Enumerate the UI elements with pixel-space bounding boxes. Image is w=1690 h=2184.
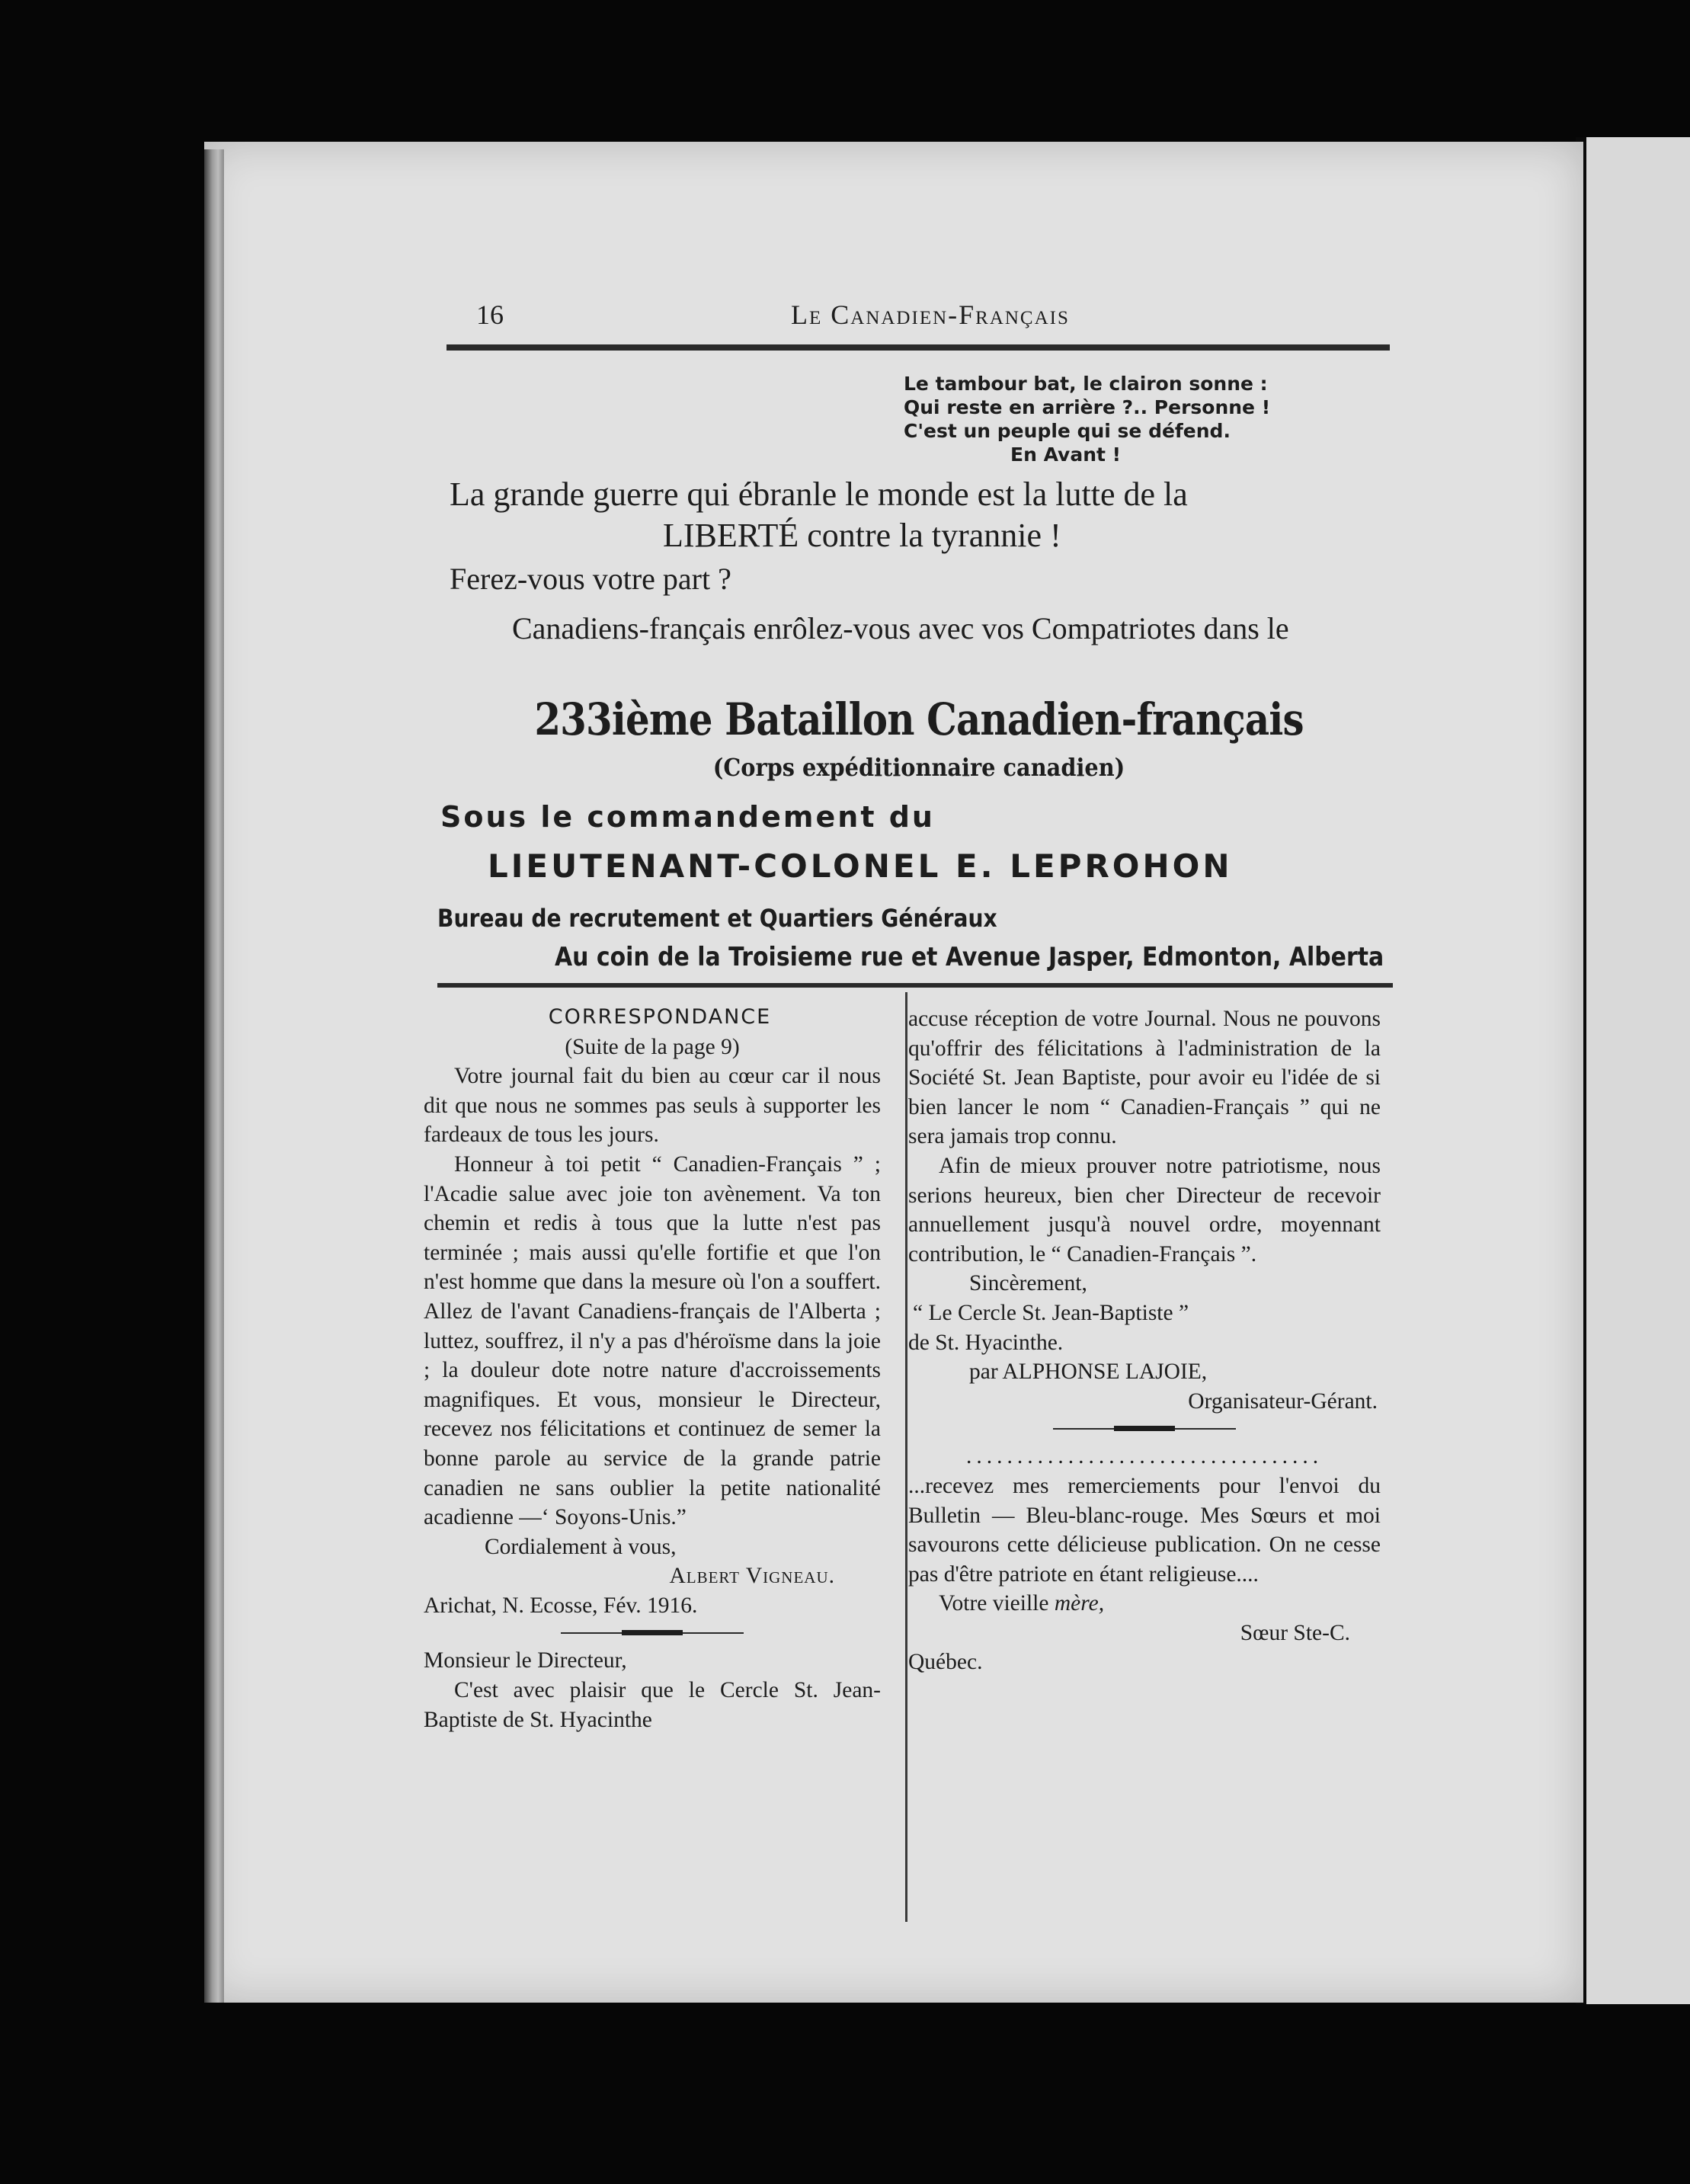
letter-salutation: Monsieur le Directeur, — [424, 1648, 627, 1673]
letter-paragraph: Afin de mieux prouver notre patriotisme, nous serions heureux, bien cher Directeur de recevoir annuellement jusqu'à nouvel ordre, moyennant contribution, le “ Canadien-Français ”. — [908, 1153, 1381, 1267]
letter-paragraph: C'est avec plaisir que le Cercle St. Jean-Baptiste de St. Hyacinthe — [424, 1678, 881, 1732]
separator — [561, 1629, 744, 1637]
letter-closing — [908, 1589, 1381, 1619]
corps-subtitle: (Corps expéditionnaire canadien) — [712, 753, 1125, 782]
letter-place: Québec. — [908, 1650, 983, 1675]
appeal-statement — [450, 474, 1394, 556]
poem-line: En Avant ! — [1010, 444, 1122, 466]
column-divider — [905, 992, 907, 1922]
appeal-line-2: LIBERTÉ contre la tyrannie ! — [663, 517, 1061, 554]
letter-closing: Cordialement à vous, — [485, 1534, 677, 1559]
signer-role: Organisateur-Gérant. — [1188, 1388, 1378, 1414]
appeal-call: Canadiens-français enrôlez-vous avec vos Compatriotes dans le — [512, 611, 1289, 645]
bureau-address: Au coin de la Troisieme rue et Avenue Jasper, Edmonton, Alberta — [555, 942, 1384, 972]
right-column — [908, 1004, 1381, 1677]
appeal-question: Ferez-vous votre part ? — [450, 562, 731, 596]
sender-line: “ Le Cercle St. Jean-Baptiste ” — [913, 1300, 1189, 1325]
letter-paragraph: Honneur à toi petit “ Canadien-Français ” ; l'Acadie salue avec joie ton avènement. Va ton chemin et redis à tous que la lutte n'est pas terminée ; mais aussi qu'elle fortifie et que l'on n'est homme que dans la mesure où l'on a souffert. Allez de l'avant Canadiens-français de l'Alberta ; luttez, souffrez, il n'y a pas d'héroïsme dans la joie ; la douleur dote notre nature d'accroissements magnifiques. Et vous, monsieur le Directeur, recevez nos félicitations et continuez de semer la bonne parole au service de la grande patrie canadien ne sans oublier la petite nationalité acadienne —‘ Soyons-Unis.” — [424, 1151, 881, 1530]
letter-paragraph: Votre journal fait du bien au cœur car il nous dit que nous ne sommes pas seuls à supporter les fardeaux de tous les jours. — [424, 1064, 881, 1148]
appeal-line-1: La grande guerre qui ébranle le monde est la lutte de la — [450, 476, 1188, 513]
sender-line: de St. Hyacinthe. — [908, 1330, 1064, 1355]
letter-signature: par ALPHONSE LAJOIE, — [969, 1359, 1208, 1385]
dotted-ellipsis: ................................... — [965, 1444, 1324, 1469]
closing-emphasis: mère, — [1054, 1591, 1105, 1616]
correspondence-title: CORRESPONDANCE — [548, 1005, 772, 1029]
page-number: 16 — [476, 299, 504, 330]
recruitment-bureau: Bureau de recrutement et Quartiers Généraux — [437, 904, 997, 933]
command-label: Sous le commandement du — [440, 800, 935, 834]
letter-place-date: Arichat, N. Ecosse, Fév. 1916. — [424, 1593, 698, 1618]
separator — [1053, 1425, 1236, 1433]
closing-text: Votre vieille — [939, 1591, 1055, 1616]
poem-line: Le tambour bat, le clairon sonne : — [904, 373, 1268, 395]
section-rule — [437, 983, 1393, 988]
letter-signature: Sœur Ste-C. — [1240, 1620, 1350, 1645]
battalion-title: 233ième Bataillon Canadien-français — [534, 693, 1304, 745]
letter-signature: Albert Vigneau. — [669, 1564, 835, 1589]
letter-paragraph: accuse réception de votre Journal. Nous ne pouvons qu'offrir des félicitations à l'administration de la Société St. Jean Baptiste, pour avoir eu l'idée de si bien lancer le nom “ Canadien-Français ” qui ne sera jamais trop connu. — [908, 1007, 1381, 1149]
facing-page — [1586, 137, 1690, 2004]
letter-closing: Sincèrement, — [969, 1271, 1087, 1296]
header-rule — [447, 344, 1390, 351]
running-head: Le Canadien-Français — [791, 299, 1070, 330]
left-column — [424, 1003, 881, 1734]
correspondence-subtitle: (Suite de la page 9) — [565, 1034, 740, 1059]
page-binding — [204, 149, 224, 2003]
poem-line: C'est un peuple qui se défend. — [904, 420, 1231, 442]
letter-paragraph: ...recevez mes remerciements pour l'envoi du Bulletin — Bleu-blanc-rouge. Mes Sœurs et moi savourons cette délicieuse publication. On ne cesse pas d'être patriote en étant religieuse.... — [908, 1473, 1381, 1587]
poem-line: Qui reste en arrière ?.. Personne ! — [904, 396, 1271, 418]
commander-name: LIEUTENANT-COLONEL E. LEPROHON — [488, 847, 1233, 885]
poem-epigraph — [904, 372, 1330, 466]
